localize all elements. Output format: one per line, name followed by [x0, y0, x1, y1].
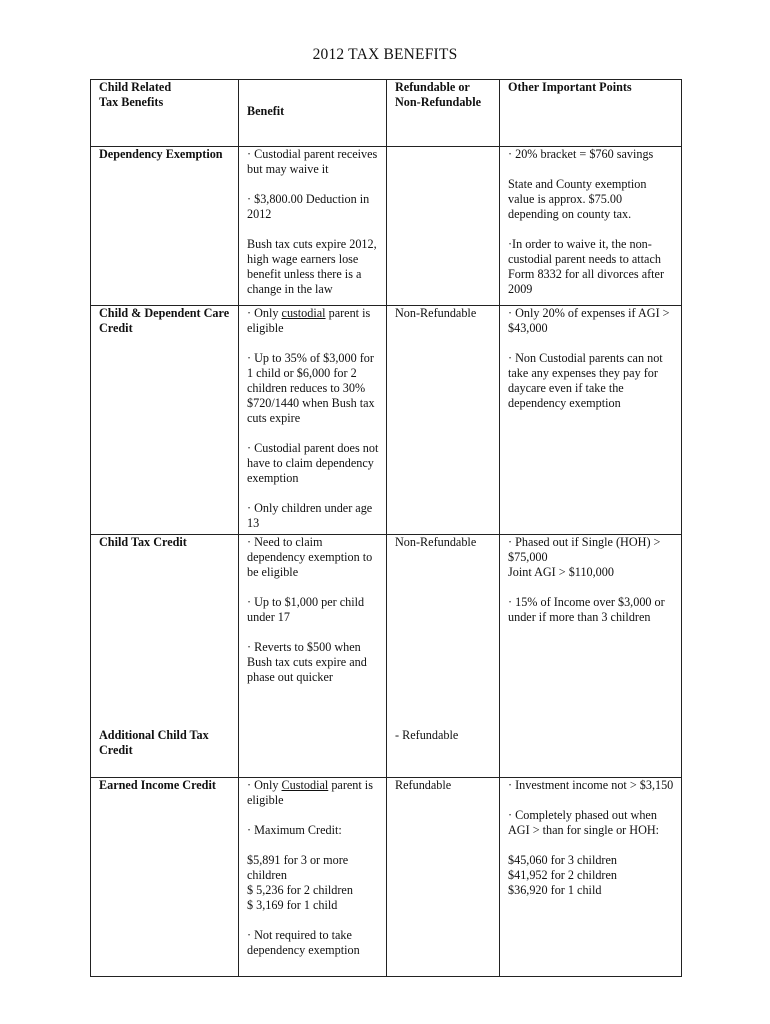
table-row	[91, 147, 682, 306]
point-text: · Only 20% of expenses if AGI > $43,000	[508, 306, 670, 335]
point-text: ·In order to waive it, the non-custodial parent needs to attach Form 8332 for all divorces after 2009	[508, 237, 665, 296]
header-child-related: Child Related Tax Benefits	[91, 80, 239, 147]
row-child-tax-credit-benefit	[239, 535, 387, 778]
benefit-text	[247, 306, 380, 336]
row-dependency-exemption-points	[500, 147, 682, 306]
table-row	[91, 778, 682, 977]
row-earned-income-credit-refundable: Refundable	[387, 778, 500, 977]
row-child-tax-credit-refundable	[387, 535, 500, 778]
benefit-text: Bush tax cuts expire 2012, high wage earners lose benefit unless there is a change in the law	[247, 237, 377, 296]
row-dependency-exemption-refundable	[387, 147, 500, 306]
benefit-text: · Reverts to $500 when Bush tax cuts expire and phase out quicker	[247, 640, 367, 684]
table-row	[91, 306, 682, 535]
row-child-tax-credit-name	[91, 535, 239, 778]
row-child-care-credit-points	[500, 306, 682, 535]
row-earned-income-credit-points	[500, 778, 682, 977]
benefit-text: · Custodial parent does not have to claim dependency exemption	[247, 441, 379, 485]
point-text: · 15% of Income over $3,000 or under if more than 3 children	[508, 595, 665, 624]
benefit-text: · Not required to take dependency exemption	[247, 928, 360, 957]
row-child-care-credit-benefit	[239, 306, 387, 535]
row-earned-income-credit-benefit	[239, 778, 387, 977]
benefit-text: · $3,800.00 Deduction in 2012	[247, 192, 370, 221]
benefit-text: $5,891 for 3 or more children $ 5,236 for 2 children $ 3,169 for 1 child	[247, 853, 353, 912]
point-text: · Non Custodial parents can not take any expenses they pay for daycare even if take the dependency exemption	[508, 351, 663, 410]
point-text: · Investment income not > $3,150	[508, 778, 674, 792]
benefit-text-suffix: parent is eligible	[247, 306, 371, 335]
benefit-text	[247, 778, 380, 808]
point-text: · Phased out if Single (HOH) > $75,000 Joint AGI > $110,000	[508, 535, 661, 579]
row-dependency-exemption-name: Dependency Exemption	[91, 147, 239, 306]
benefit-text: · Up to $1,000 per child under 17	[247, 595, 365, 624]
row-dependency-exemption-benefit	[239, 147, 387, 306]
benefit-text: · Only children under age 13	[247, 501, 373, 530]
benefit-text: · Custodial parent receives but may waive it	[247, 147, 378, 176]
point-text: $45,060 for 3 children $41,952 for 2 children $36,920 for 1 child	[508, 853, 617, 897]
benefit-text: · Maximum Credit:	[247, 823, 342, 837]
underlined-word: Custodial	[281, 778, 329, 792]
benefit-text: · Need to claim dependency exemption to be eligible	[247, 535, 373, 579]
tax-benefits-table	[90, 79, 682, 977]
header-other-points: Other Important Points	[500, 80, 682, 147]
underlined-word: custodial	[281, 306, 326, 320]
benefit-text: · Up to 35% of $3,000 for 1 child or $6,000 for 2 children reduces to 30% $720/1440 when Bush tax cuts expire	[247, 351, 375, 425]
additional-child-tax-credit-label: Additional Child Tax Credit	[99, 728, 209, 757]
child-tax-credit-label: Child Tax Credit	[99, 535, 187, 549]
row-child-tax-credit-points	[500, 535, 682, 778]
point-text: · 20% bracket = $760 savings	[508, 147, 654, 161]
header-refundable: Refundable or Non-Refundable	[387, 80, 500, 147]
benefit-text-suffix: parent is eligible	[247, 778, 373, 807]
table-header-row	[91, 80, 682, 147]
page-title: 2012 TAX BENEFITS	[312, 46, 458, 63]
point-text: · Completely phased out when AGI > than for single or HOH:	[508, 808, 660, 837]
refundable-text: Non-Refundable	[395, 535, 477, 549]
row-child-care-credit-name: Child & Dependent Care Credit	[91, 306, 239, 535]
row-child-care-credit-refundable: Non-Refundable	[387, 306, 500, 535]
row-earned-income-credit-name: Earned Income Credit	[91, 778, 239, 977]
benefit-text-prefix: · Only	[247, 306, 282, 320]
table-row	[91, 535, 682, 778]
header-benefit: Benefit	[239, 80, 387, 147]
point-text: State and County exemption value is approx. $75.00 depending on county tax.	[508, 177, 647, 221]
additional-refundable-text: - Refundable	[395, 728, 459, 742]
benefit-text-prefix: · Only	[247, 778, 282, 792]
